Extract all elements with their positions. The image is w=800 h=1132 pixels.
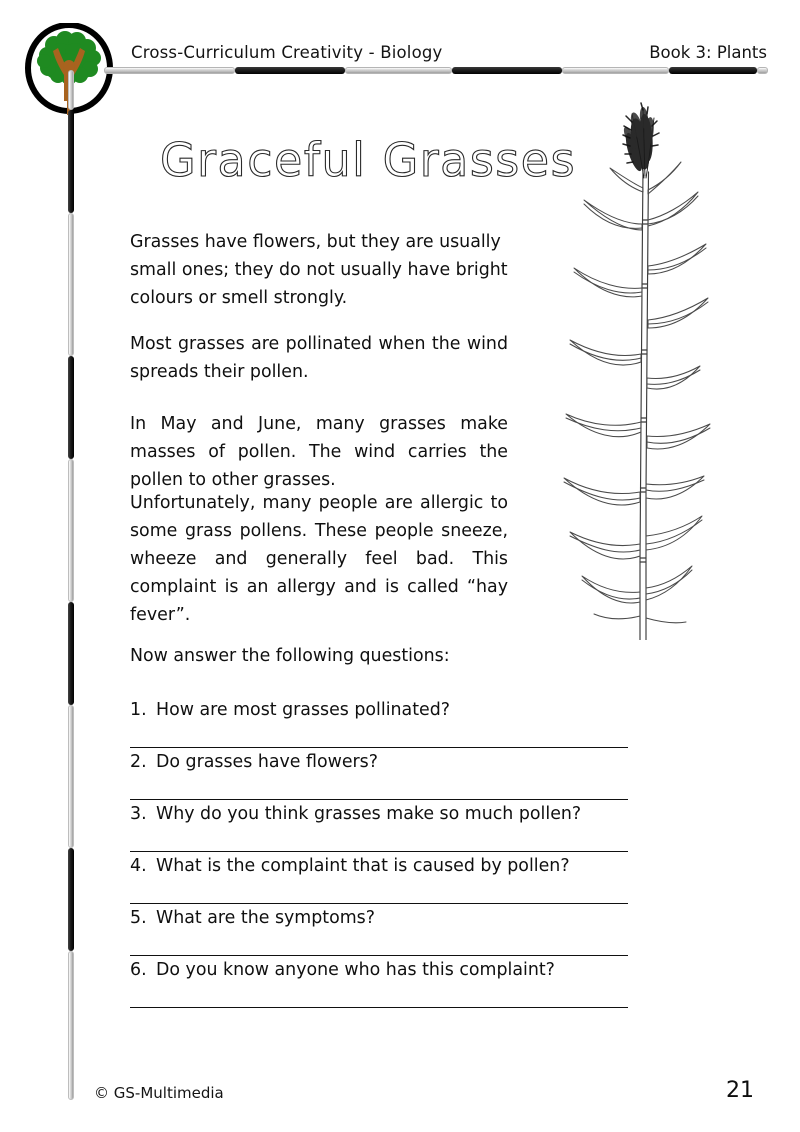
body-paragraph: Most grasses are pollinated when the wind spreads their pollen. xyxy=(130,334,508,382)
question-number: 1. xyxy=(130,700,147,720)
question-item xyxy=(130,700,630,752)
question-text: How are most grasses pollinated? xyxy=(156,700,451,720)
question-text: What is the complaint that is caused by pollen? xyxy=(156,856,570,876)
question-number: 4. xyxy=(130,856,147,876)
questions-list xyxy=(130,700,630,1012)
question-item xyxy=(130,908,630,960)
answer-line[interactable] xyxy=(130,747,628,748)
answer-line[interactable] xyxy=(130,955,628,956)
question-text: Why do you think grasses make so much pollen? xyxy=(156,804,582,824)
answer-line[interactable] xyxy=(130,1007,628,1008)
question-text: What are the symptoms? xyxy=(156,908,375,928)
question-number: 6. xyxy=(130,960,147,980)
book-label: Book 3: Plants xyxy=(649,43,767,62)
page-number: 21 xyxy=(726,1078,754,1103)
answer-line[interactable] xyxy=(130,851,628,852)
body-paragraph: Grasses have flowers, but they are usually small ones; they do not usually have bright colours or smell strongly. xyxy=(130,232,508,308)
answer-line[interactable] xyxy=(130,799,628,800)
footer-copyright: © GS-Multimedia xyxy=(94,1084,224,1102)
header-decorative-rule xyxy=(104,67,768,74)
answer-instructions: Now answer the following questions: xyxy=(130,646,450,666)
body-paragraph: In May and June, many grasses make masses of pollen. The wind carries the pollen to other grasses. xyxy=(130,414,508,490)
page-title: Cross-Curriculum Creativity - Biology xyxy=(131,43,443,62)
answer-line[interactable] xyxy=(130,903,628,904)
question-number: 3. xyxy=(130,804,147,824)
question-number: 5. xyxy=(130,908,147,928)
left-decorative-rule xyxy=(68,70,74,1100)
question-text: Do you know anyone who has this complaint? xyxy=(156,960,555,980)
grass-plant-illustration-icon xyxy=(548,92,720,640)
worksheet-title: Graceful Grasses xyxy=(160,133,577,187)
question-item xyxy=(130,804,630,856)
question-item xyxy=(130,752,630,804)
question-item xyxy=(130,960,630,1012)
question-text: Do grasses have flowers? xyxy=(156,752,378,772)
body-paragraph: Unfortunately, many people are allergic to some grass pollens. These people sneeze, wheeze and generally feel bad. This complaint is an allergy and is called “hay fever”. xyxy=(130,493,508,625)
question-item xyxy=(130,856,630,908)
question-number: 2. xyxy=(130,752,147,772)
